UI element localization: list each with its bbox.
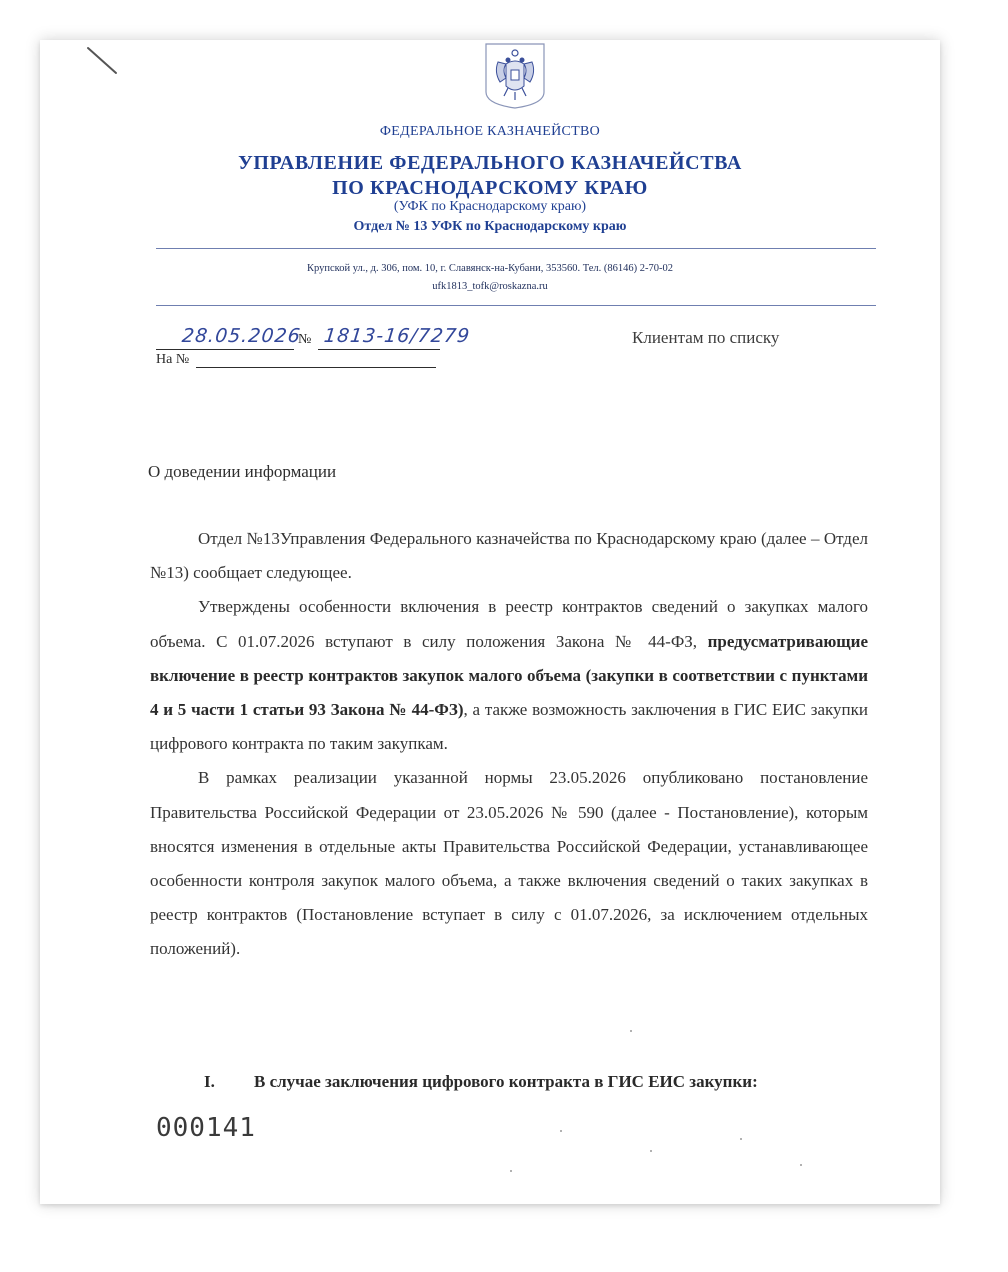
reply-to-underline [196, 367, 436, 368]
paragraph-2-start: Утверждены особенности включения в реестр контрактов сведений о закупках малого объема. С 01.07.2026 вступают в силу положения Закона № 44-ФЗ, [150, 597, 868, 651]
office-email: ufk1813_tofk@roskazna.ru [432, 281, 548, 292]
section-title: В случае заключения цифрового контракта в ГИС ЕИС закупки: [254, 1072, 758, 1091]
scan-speck [800, 1164, 802, 1166]
registration-number: 1813-16/7279 [322, 325, 472, 347]
letter-subject: О доведении информации [148, 462, 337, 481]
pen-stroke-mark [86, 46, 120, 76]
department-name: Отдел № 13 УФК по Краснодарскому краю [353, 219, 627, 234]
reply-to-label: На № [156, 352, 190, 367]
number-label: № [298, 332, 312, 347]
letter-body [150, 522, 868, 967]
header-divider-bottom [156, 305, 876, 306]
office-address: Крупской ул., д. 306, пом. 10, г. Славянск-на-Кубани, 353560. Тел. (86146) 2-70-02 [307, 263, 673, 274]
number-underline [318, 349, 440, 350]
scan-speck [630, 1030, 632, 1032]
document-stamp-number: 000141 [156, 1113, 256, 1143]
scan-speck [560, 1130, 562, 1132]
paragraph-2 [150, 590, 868, 761]
section-numeral: I. [204, 1072, 215, 1091]
scan-speck [740, 1138, 742, 1140]
scan-speck [510, 1170, 512, 1172]
paragraph-1: Отдел №13Управления Федерального казначейства по Краснодарскому краю (далее – Отдел №13) сообщает следующее. [150, 529, 868, 583]
paragraph-3: В рамках реализации указанной нормы 23.05.2026 опубликовано постановление Правительства Российской Федерации от 23.05.2026 № 590 (далее - Постановление), которым вносятся изменения в отдельные акты Правительства Российской Федерации, устанавливающее особенности контроля закупок малого объема, а также включения сведений о таких закупках в реестр контрактов (Постановление вступает в силу с 01.07.2026, за исключением отдельных положений). [150, 768, 868, 959]
header-divider-top [156, 248, 876, 249]
scan-speck [650, 1150, 652, 1152]
date-underline [156, 349, 294, 350]
russian-coat-of-arms-icon [484, 42, 546, 110]
paragraph-2-bold: предусматривающие включение в реестр контрактов закупок малого объема (закупки в соответствии с пунктами 4 и 5 части 1 статьи 93 Закона № 44-ФЗ) [150, 631, 868, 720]
paragraph-2-end: , а также возможность заключения в ГИС ЕИС закупки цифрового контракта по таким закупкам. [150, 700, 868, 754]
registration-date: 28.05.2026 [180, 325, 302, 347]
office-short-name: (УФК по Краснодарскому краю) [393, 199, 587, 214]
office-title-line1: УПРАВЛЕНИЕ ФЕДЕРАЛЬНОГО КАЗНАЧЕЙСТВА [238, 152, 742, 174]
agency-name: ФЕДЕРАЛЬНОЕ КАЗНАЧЕЙСТВО [379, 124, 601, 139]
document-page [40, 40, 940, 1204]
section-heading [204, 1072, 758, 1092]
office-title-line2: ПО КРАСНОДАРСКОМУ КРАЮ [332, 177, 648, 199]
recipient: Клиентам по списку [632, 328, 780, 347]
